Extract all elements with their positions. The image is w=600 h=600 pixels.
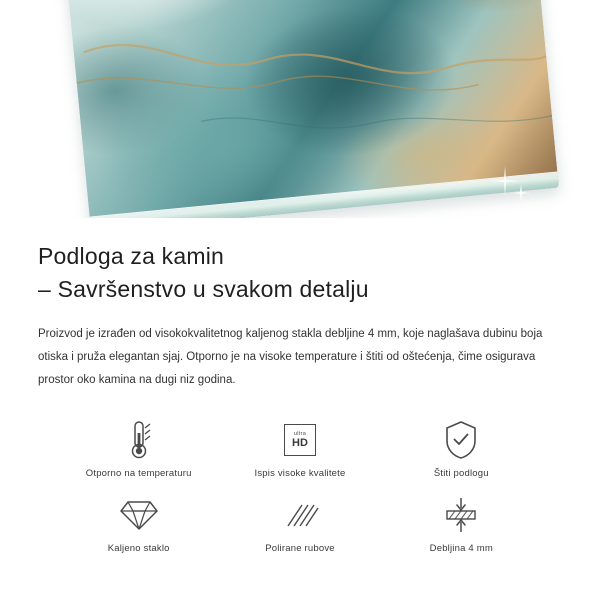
thickness-icon (441, 493, 481, 537)
feature-grid (38, 418, 562, 554)
shield-check-icon (443, 418, 479, 462)
diamond-icon (119, 493, 159, 537)
title-line-1: Podloga za kamin (38, 243, 225, 269)
feature-item (381, 418, 542, 479)
thermometer-icon (124, 418, 154, 462)
feature-item (58, 493, 219, 554)
feature-item (219, 493, 380, 554)
feature-label: Štiti podlogu (433, 468, 489, 480)
ultra-hd-badge-bottom: HD (292, 436, 308, 449)
hero-image (0, 0, 600, 218)
feature-label: Debljina 4 mm (429, 543, 493, 555)
feature-label: Otporno na temperaturu (85, 468, 192, 480)
ultra-hd-icon (284, 418, 316, 462)
feature-label: Kaljeno staklo (107, 543, 170, 555)
glass-panel-image (59, 0, 558, 218)
feature-item (381, 493, 542, 554)
polished-edges-icon (280, 493, 320, 537)
feature-item (58, 418, 219, 479)
content-section (0, 218, 600, 554)
title-line-2: – Savršenstvo u svakom detalju (38, 275, 369, 302)
feature-label: Polirane rubove (265, 543, 335, 555)
page-title (38, 240, 562, 305)
product-description: Proizvod je izrađen od visokokvalitetnog kaljenog stakla debljine 4 mm, koje naglašava dubinu boja otiska i pruža elegantan sjaj. Otporno je na visoke temperature i štiti od oštećenja, čime osigurava prostor oko kamina na dugi niz godina. (38, 328, 543, 387)
feature-label: Ispis visoke kvalitete (254, 468, 346, 480)
ultra-hd-badge-top: ultra (293, 431, 307, 438)
feature-item (219, 418, 380, 479)
